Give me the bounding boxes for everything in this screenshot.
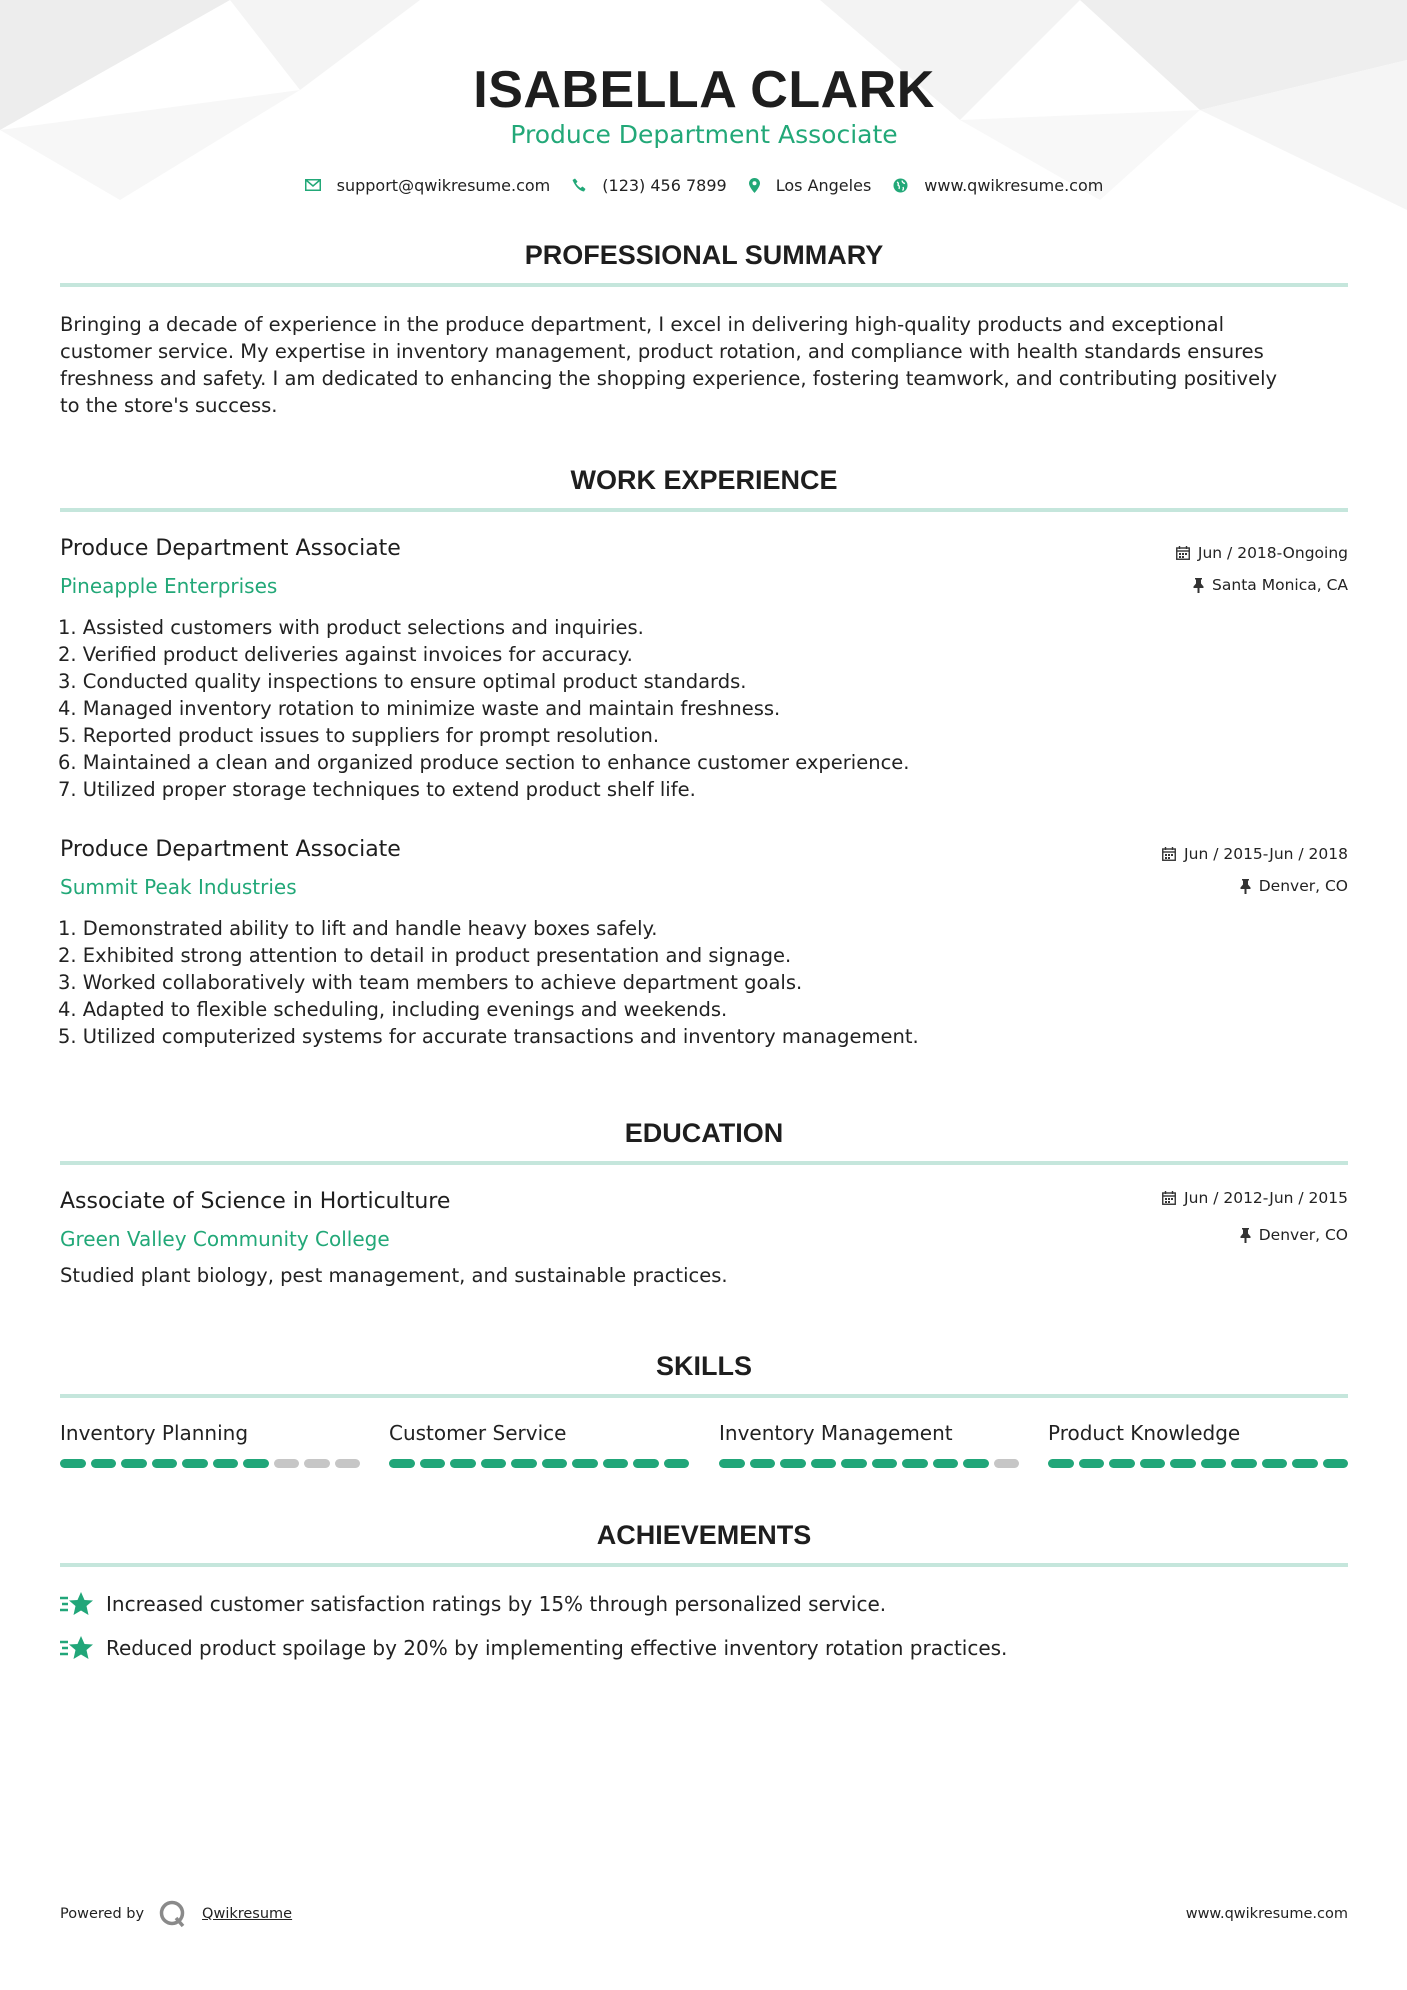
education-location-text: Denver, CO bbox=[1258, 1226, 1348, 1244]
achievement-item bbox=[60, 1590, 886, 1618]
skill-level-segment bbox=[1109, 1459, 1135, 1468]
skill-level-segment bbox=[542, 1459, 568, 1468]
skill-level-segment bbox=[1231, 1459, 1257, 1468]
star-award-icon bbox=[60, 1590, 94, 1618]
skill-level-segment bbox=[274, 1459, 300, 1468]
degree-title: Associate of Science in Horticulture bbox=[60, 1189, 451, 1214]
education-location bbox=[1240, 1224, 1348, 1246]
pushpin-icon bbox=[1193, 578, 1204, 593]
list-item: 7. Utilized proper storage techniques to extend product shelf life. bbox=[58, 778, 696, 801]
envelope-icon bbox=[305, 179, 321, 191]
summary-line: to the store's success. bbox=[60, 394, 278, 417]
job-company: Pineapple Enterprises bbox=[60, 574, 278, 598]
job-location bbox=[1193, 574, 1348, 596]
skill-item bbox=[1048, 1419, 1348, 1468]
list-item: 4. Managed inventory rotation to minimize waste and maintain freshness. bbox=[58, 697, 781, 720]
skill-level-segment bbox=[1292, 1459, 1318, 1468]
job-dates-text: Jun / 2015-Jun / 2018 bbox=[1184, 845, 1348, 863]
skill-level-segment bbox=[1201, 1459, 1227, 1468]
list-item: 1. Demonstrated ability to lift and handle heavy boxes safely. bbox=[58, 917, 658, 940]
candidate-name: ISABELLA CLARK bbox=[473, 61, 935, 119]
job-location-text: Denver, CO bbox=[1258, 877, 1348, 895]
qwikresume-logo-icon bbox=[158, 1899, 188, 1929]
skill-level-segment bbox=[450, 1459, 476, 1468]
skill-level-segment bbox=[603, 1459, 629, 1468]
contact-phone[interactable] bbox=[572, 176, 726, 195]
contact-website-text: www.qwikresume.com bbox=[924, 175, 1104, 195]
skill-level-segment bbox=[121, 1459, 147, 1468]
skill-level-segment bbox=[664, 1459, 690, 1468]
calendar-icon bbox=[1162, 847, 1176, 861]
globe-icon bbox=[893, 178, 908, 193]
job-location bbox=[1240, 875, 1348, 897]
achievement-item bbox=[60, 1634, 1007, 1662]
skill-level-segment bbox=[963, 1459, 989, 1468]
contact-website[interactable] bbox=[893, 176, 1103, 195]
skill-item bbox=[719, 1419, 1019, 1468]
experience-heading: WORK EXPERIENCE bbox=[570, 465, 838, 495]
skill-level-segment bbox=[572, 1459, 598, 1468]
job-dates-text: Jun / 2018-Ongoing bbox=[1197, 544, 1348, 562]
section-divider bbox=[60, 283, 1348, 287]
skill-level-bar bbox=[719, 1459, 1019, 1468]
skill-item bbox=[389, 1419, 689, 1468]
skill-level-segment bbox=[872, 1459, 898, 1468]
calendar-icon bbox=[1176, 546, 1190, 560]
skill-level-segment bbox=[780, 1459, 806, 1468]
contact-location bbox=[749, 176, 872, 195]
skill-name: Customer Service bbox=[389, 1421, 567, 1445]
job-duties bbox=[58, 614, 1348, 803]
skill-level-segment bbox=[1170, 1459, 1196, 1468]
job-dates bbox=[1176, 542, 1348, 564]
job-title: Produce Department Associate bbox=[60, 536, 401, 561]
skill-level-segment bbox=[335, 1459, 361, 1468]
skills-heading: SKILLS bbox=[655, 1351, 752, 1381]
footer-website[interactable]: www.qwikresume.com bbox=[1185, 1906, 1348, 1922]
pushpin-icon bbox=[1240, 1228, 1251, 1243]
section-divider bbox=[60, 1161, 1348, 1165]
skill-level-segment bbox=[91, 1459, 117, 1468]
skill-level-segment bbox=[389, 1459, 415, 1468]
summary-line: freshness and safety. I am dedicated to enhancing the shopping experience, fostering teamwork, and contributing positively bbox=[60, 367, 1278, 390]
skill-level-segment bbox=[719, 1459, 745, 1468]
education-dates-text: Jun / 2012-Jun / 2015 bbox=[1184, 1189, 1348, 1207]
skill-level-segment bbox=[213, 1459, 239, 1468]
skill-level-segment bbox=[1079, 1459, 1105, 1468]
summary-line: Bringing a decade of experience in the produce department, I excel in delivering high-quality products and exceptional bbox=[60, 313, 1225, 336]
list-item: 1. Assisted customers with product selections and inquiries. bbox=[58, 616, 644, 639]
skill-level-segment bbox=[994, 1459, 1020, 1468]
map-marker-icon bbox=[749, 178, 760, 193]
skill-level-segment bbox=[304, 1459, 330, 1468]
job-location-text: Santa Monica, CA bbox=[1212, 576, 1348, 594]
qwikresume-link[interactable]: Qwikresume bbox=[202, 1906, 293, 1922]
skill-name: Product Knowledge bbox=[1048, 1421, 1241, 1445]
list-item: 5. Reported product issues to suppliers for prompt resolution. bbox=[58, 724, 660, 747]
section-divider bbox=[60, 1563, 1348, 1567]
phone-icon bbox=[572, 178, 586, 192]
summary-text bbox=[60, 311, 1348, 419]
job-company: Summit Peak Industries bbox=[60, 875, 297, 899]
footer-branding bbox=[60, 1896, 292, 1932]
achievements-heading: ACHIEVEMENTS bbox=[596, 1520, 812, 1550]
job-dates bbox=[1162, 843, 1348, 865]
skill-level-segment bbox=[243, 1459, 269, 1468]
skill-level-segment bbox=[811, 1459, 837, 1468]
skill-level-segment bbox=[152, 1459, 178, 1468]
school-name: Green Valley Community College bbox=[60, 1227, 390, 1251]
skill-level-bar bbox=[1048, 1459, 1348, 1468]
candidate-role: Produce Department Associate bbox=[510, 120, 898, 149]
list-item: 2. Verified product deliveries against invoices for accuracy. bbox=[58, 643, 633, 666]
achievement-text: Reduced product spoilage by 20% by implementing effective inventory rotation practices. bbox=[106, 1636, 1008, 1660]
skill-level-segment bbox=[511, 1459, 537, 1468]
skill-level-segment bbox=[1323, 1459, 1349, 1468]
education-description: Studied plant biology, pest management, and sustainable practices. bbox=[60, 1264, 728, 1287]
skill-item bbox=[60, 1419, 360, 1468]
contact-bar bbox=[60, 172, 1348, 198]
skill-level-segment bbox=[420, 1459, 446, 1468]
list-item: 3. Worked collaboratively with team members to achieve department goals. bbox=[58, 971, 803, 994]
contact-email[interactable] bbox=[305, 176, 551, 195]
list-item: 3. Conducted quality inspections to ensure optimal product standards. bbox=[58, 670, 747, 693]
skill-level-segment bbox=[841, 1459, 867, 1468]
skill-level-segment bbox=[902, 1459, 928, 1468]
skill-level-bar bbox=[389, 1459, 689, 1468]
skill-name: Inventory Management bbox=[719, 1421, 953, 1445]
skill-level-segment bbox=[481, 1459, 507, 1468]
powered-by-label: Powered by bbox=[60, 1906, 145, 1922]
skill-name: Inventory Planning bbox=[60, 1421, 249, 1445]
section-divider bbox=[60, 1394, 1348, 1398]
job-title: Produce Department Associate bbox=[60, 837, 401, 862]
skill-level-segment bbox=[933, 1459, 959, 1468]
skill-level-segment bbox=[60, 1459, 86, 1468]
education-heading: EDUCATION bbox=[624, 1118, 784, 1148]
skill-level-segment bbox=[750, 1459, 776, 1468]
summary-line: customer service. My expertise in inventory management, product rotation, and compliance with health standards ensures bbox=[60, 340, 1264, 363]
achievement-text: Increased customer satisfaction ratings by 15% through personalized service. bbox=[106, 1592, 887, 1616]
skill-level-segment bbox=[1262, 1459, 1288, 1468]
list-item: 6. Maintained a clean and organized produce section to enhance customer experience. bbox=[58, 751, 910, 774]
summary-heading: PROFESSIONAL SUMMARY bbox=[524, 240, 884, 270]
contact-email-text: support@qwikresume.com bbox=[336, 175, 551, 195]
list-item: 2. Exhibited strong attention to detail in product presentation and signage. bbox=[58, 944, 792, 967]
skill-level-segment bbox=[1048, 1459, 1074, 1468]
contact-phone-text: (123) 456 7899 bbox=[602, 175, 727, 195]
skill-level-segment bbox=[633, 1459, 659, 1468]
skill-level-bar bbox=[60, 1459, 360, 1468]
calendar-icon bbox=[1162, 1191, 1176, 1205]
skill-level-segment bbox=[182, 1459, 208, 1468]
skill-level-segment bbox=[1140, 1459, 1166, 1468]
list-item: 5. Utilized computerized systems for accurate transactions and inventory management. bbox=[58, 1025, 919, 1048]
job-duties bbox=[58, 915, 1348, 1050]
star-award-icon bbox=[60, 1634, 94, 1662]
pushpin-icon bbox=[1240, 879, 1251, 894]
list-item: 4. Adapted to flexible scheduling, including evenings and weekends. bbox=[58, 998, 728, 1021]
section-divider bbox=[60, 508, 1348, 512]
education-dates bbox=[1162, 1187, 1348, 1209]
contact-location-text: Los Angeles bbox=[775, 175, 872, 195]
